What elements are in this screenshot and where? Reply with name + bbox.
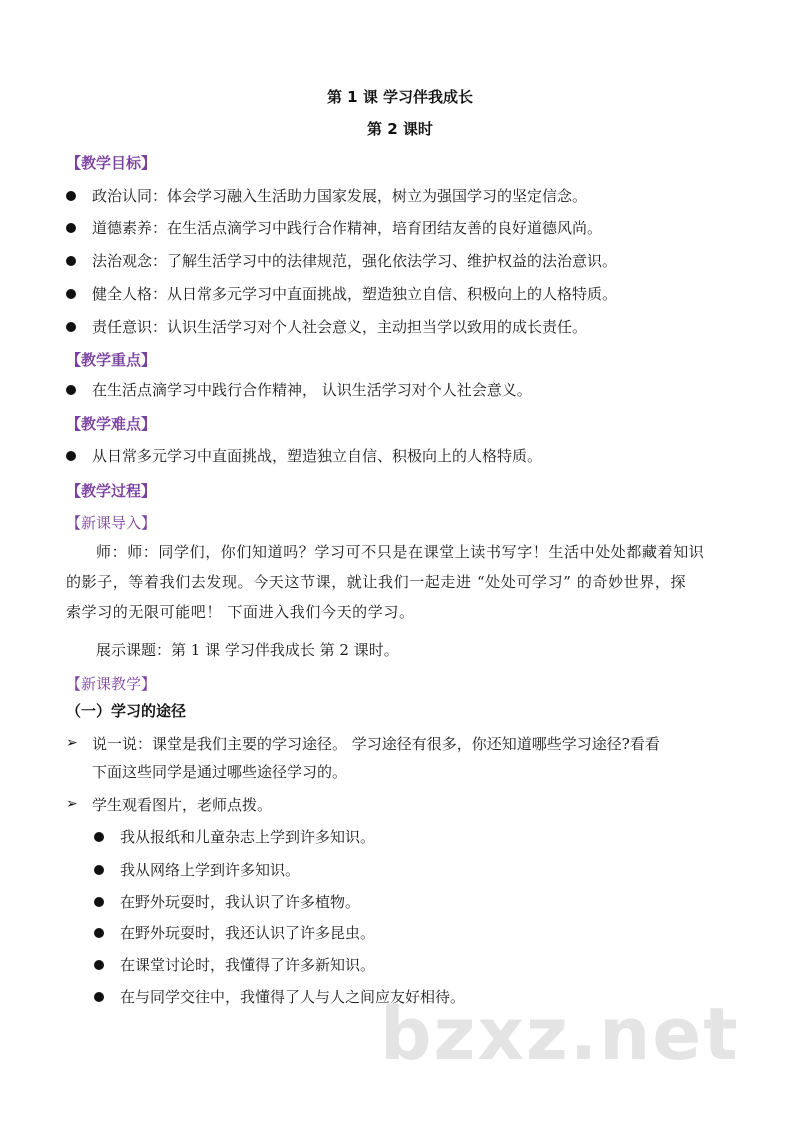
lesson-title: 第 1 课 学习伴我成长 bbox=[326, 88, 474, 106]
topic-line: 展示课题：第 1 课 学习伴我成长 第 2 课时。 bbox=[96, 641, 399, 659]
intro-line: 师：师：同学们，你们知道吗？学习可不只是在课堂上读书写字！生活中处处都藏着知识 bbox=[96, 543, 705, 561]
bullet-dot-icon bbox=[94, 897, 104, 907]
part-one-title: （一）学习的途径 bbox=[66, 702, 187, 720]
arrow-bullet-icon: ➢ bbox=[66, 735, 78, 751]
arrow-item: 学生观看图片，老师点拨。 bbox=[92, 796, 273, 814]
intro-line: 的影子，等着我们去发现。今天这节课，就让我们一起走进 “处处可学习” 的奇妙世界，探 bbox=[66, 573, 687, 591]
bullet-dot-icon bbox=[94, 960, 104, 970]
process-heading: 【教学过程】 bbox=[66, 482, 157, 500]
watermark: bzxz.net bbox=[380, 992, 740, 1076]
document-page: 第 1 课 学习伴我成长 第 2 课时 【教学目标】 政治认同：体会学习融入生活助力国家发展，树立为强国学习的坚定信念。 道德素养：在生活点滴学习中践行合作精神，培育团结友善的良好道德风尚。 法治观念：了解生活学习中的法律规范，强化依法学习、维护权益的法治意识。 健全人格：从日常多元学习中直面挑战，塑造独立自信、积极向上的人格特质。 责任意识：认识生活学习对个人社会意义，主动担当学以致用的成长责任。 【教学重点】 在生活点滴学习中践行合作精神， 认识生活学习对个人社会意义。 【教学难点】 从日常多元学习中直面挑战，塑造独立自信、积极向上的人格特质。 【教学过程】 【新课导入】 师：师：同学们，你们知道吗？学习可不只是在课堂上读书写字！生活中处处都藏着知识 的影子，等着我们去发现。今天这节课，就让我们一起走进 “处处可学习” 的奇妙世界，探 索学习的无限可能吧！ 下面进入我们今天的学习。 展示课题：第 1 课 学习伴我成长 第 2 课时。 【新课教学】 （一）学习的途径 ➢ 说一说：课堂是我们主要的学习途径。 学习途径有很多，你还知道哪些学习途径?看看 下面这些同学是通过哪些途径学习的。 ➢ 学生观看图片，老师点拨。 我从报纸和儿童杂志上学到许多知识。 我从网络上学到许多知识。 在野外玩耍时，我认识了许多植物。 在野外玩耍时，我还认识了许多昆虫。 在课堂讨论时，我懂得了许多新知识。 在与同学交往中，我懂得了人与人之间应友好相待。 bzxz.net bbox=[0, 0, 800, 1134]
bullet-dot-icon bbox=[94, 992, 104, 1002]
new-lesson-heading: 【新课教学】 bbox=[66, 675, 157, 693]
bullet-dot-icon bbox=[94, 928, 104, 938]
intro-heading: 【新课导入】 bbox=[66, 514, 157, 532]
bullet-dot-icon bbox=[66, 451, 76, 461]
bullet-dot-icon bbox=[66, 385, 76, 395]
arrow-bullet-icon: ➢ bbox=[66, 796, 78, 812]
bullet-dot-icon bbox=[66, 256, 76, 266]
bullet-dot-icon bbox=[94, 832, 104, 842]
arrow-item: 说一说：课堂是我们主要的学习途径。 学习途径有很多，你还知道哪些学习途径?看看 下面这些同学是通过哪些途径学习的。 bbox=[92, 735, 660, 781]
bullet-dot-icon bbox=[94, 865, 104, 875]
lesson-period: 第 2 课时 bbox=[367, 120, 433, 138]
bullet-dot-icon bbox=[66, 322, 76, 332]
intro-paragraph bbox=[66, 537, 728, 627]
difficulties-heading: 【教学难点】 bbox=[66, 415, 157, 433]
intro-line: 索学习的无限可能吧！ 下面进入我们今天的学习。 bbox=[66, 603, 415, 621]
key-points-heading: 【教学重点】 bbox=[66, 351, 157, 369]
bullet-dot-icon bbox=[66, 223, 76, 233]
objectives-heading: 【教学目标】 bbox=[66, 154, 157, 172]
bullet-dot-icon bbox=[66, 191, 76, 201]
bullet-dot-icon bbox=[66, 289, 76, 299]
